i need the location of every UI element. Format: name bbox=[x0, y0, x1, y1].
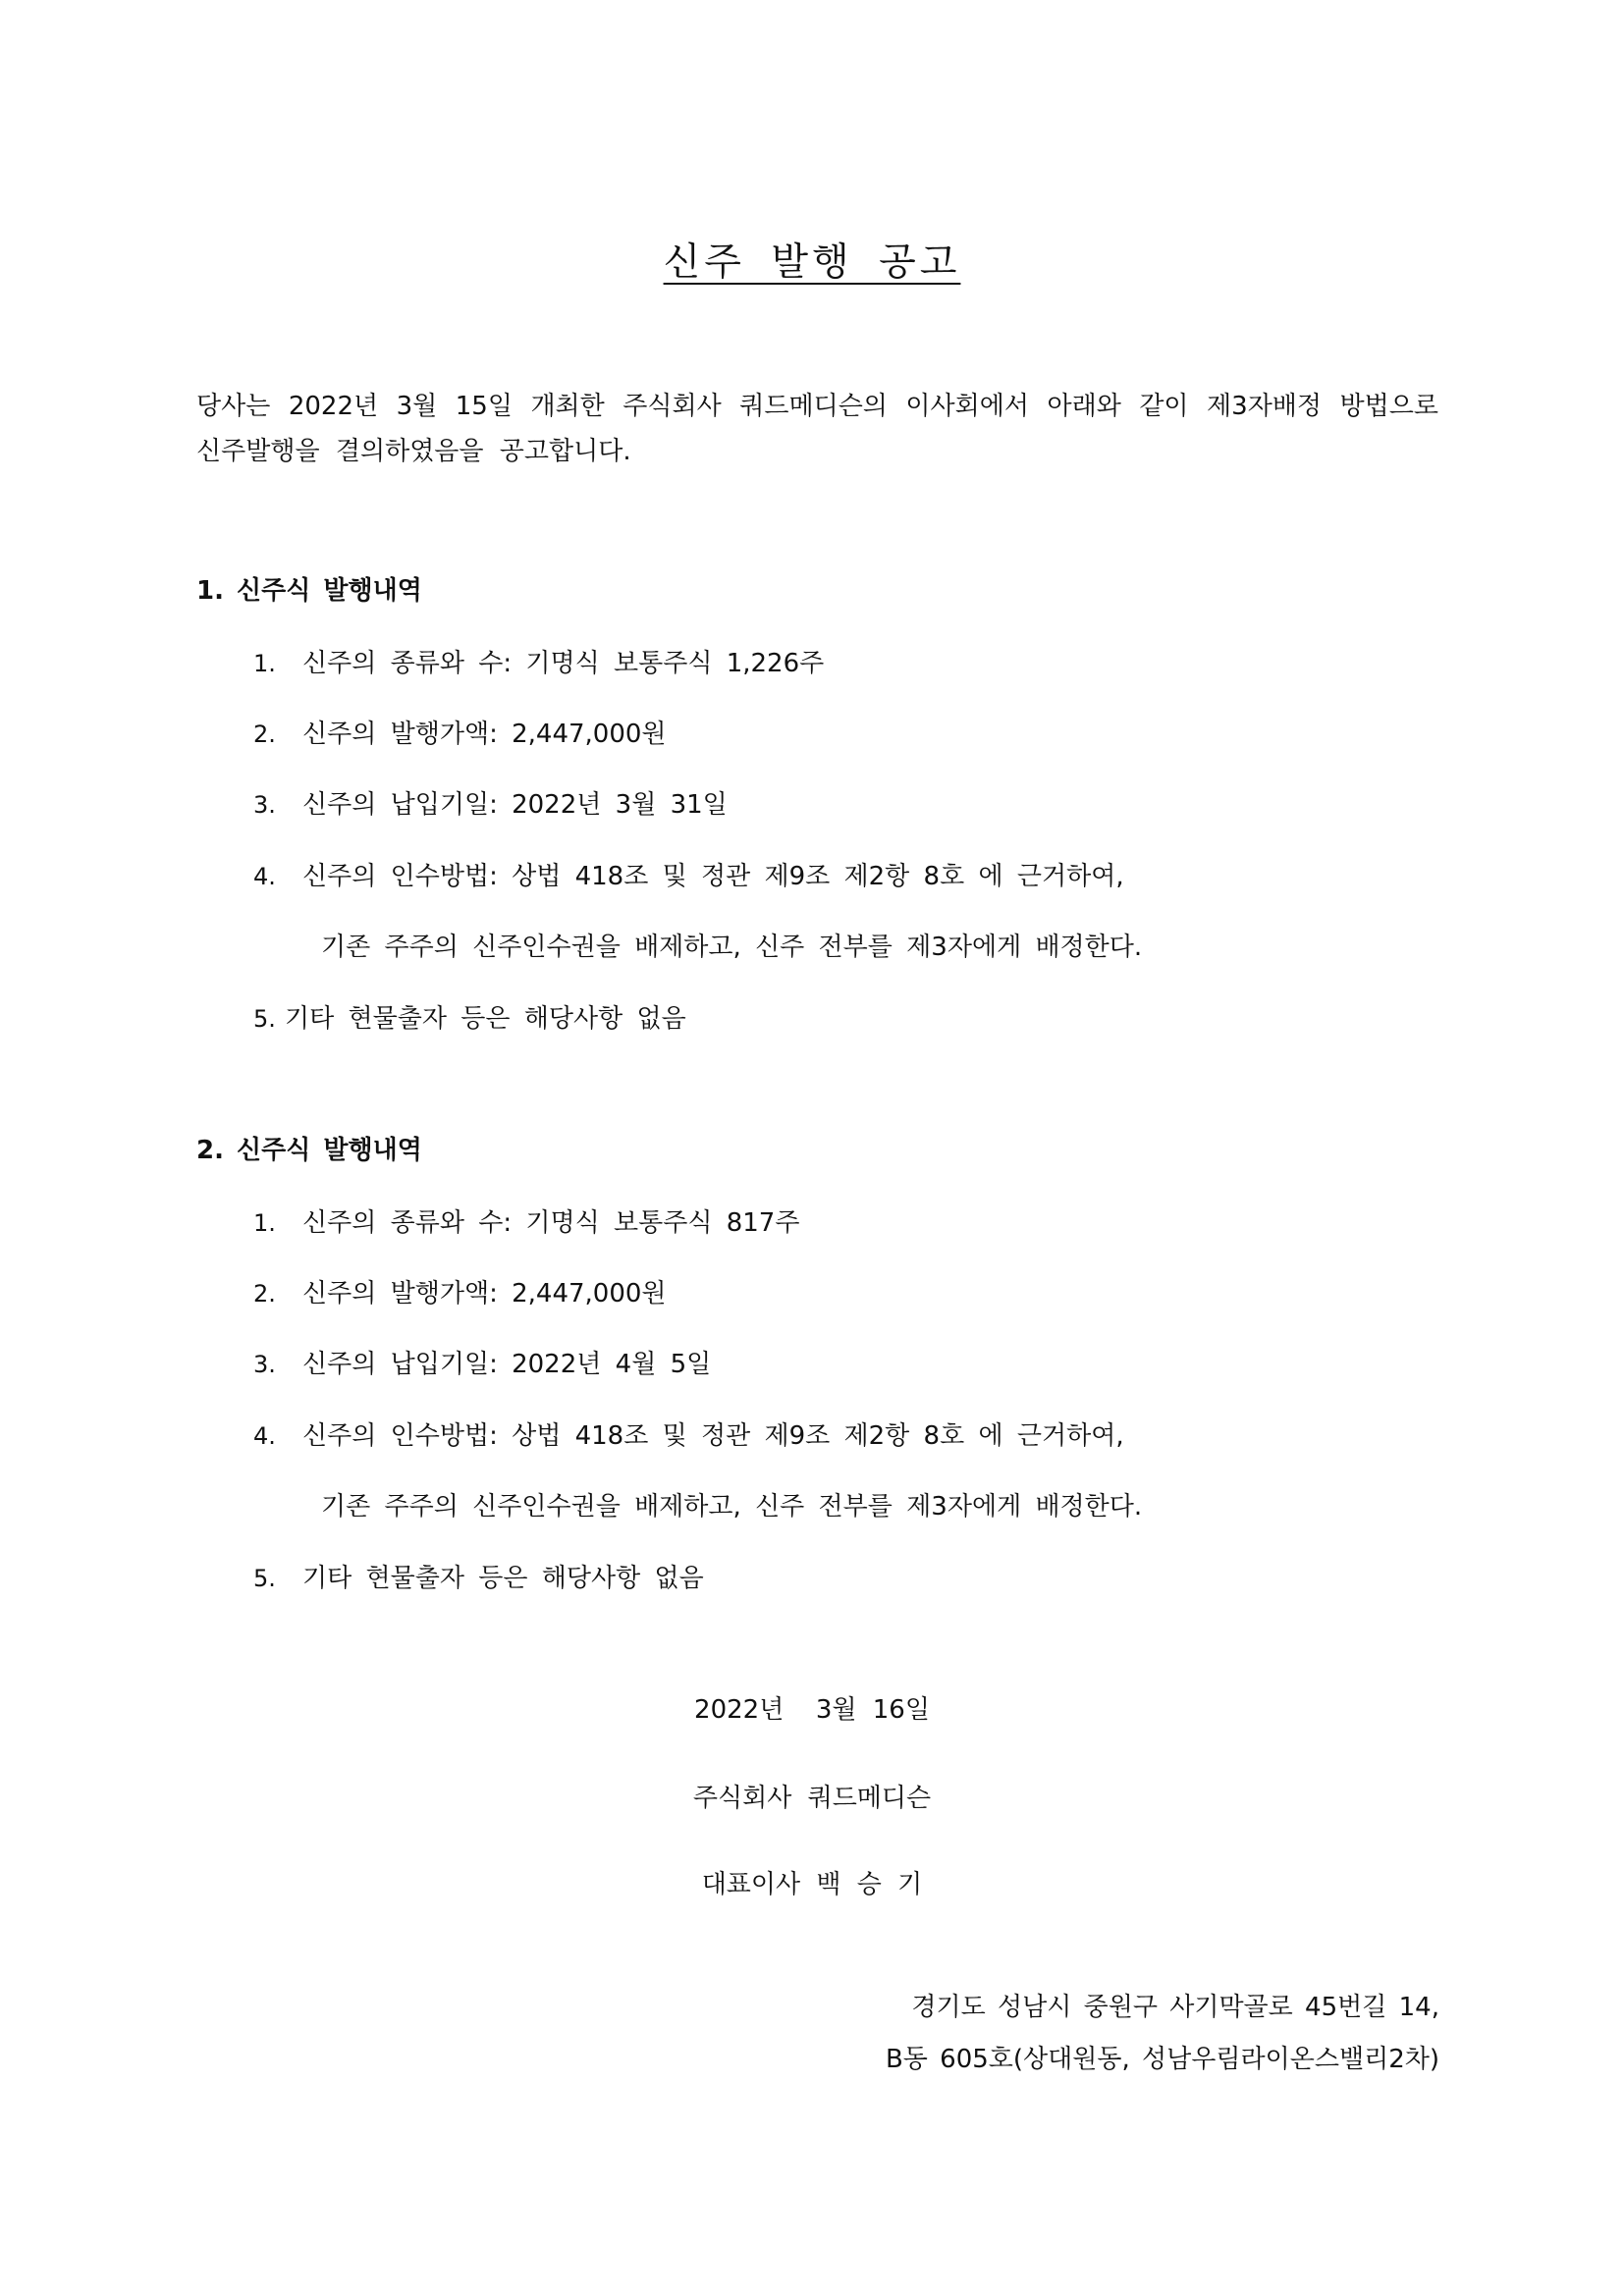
section-1-heading: 1. 신주식 발행내역 bbox=[196, 576, 422, 606]
item-number: 4. bbox=[253, 863, 276, 890]
item-text: 신주의 종류와 수: 기명식 보통주식 1,226주 bbox=[302, 649, 825, 678]
section-1-item-1 bbox=[253, 647, 824, 680]
item-text: 신주의 납입기일: 2022년 4월 5일 bbox=[302, 1350, 712, 1379]
item-text: 기타 현물출자 등은 해당사항 없음 bbox=[302, 1564, 704, 1593]
section-1-item-5 bbox=[253, 1002, 686, 1036]
section-1-item-2 bbox=[253, 718, 667, 751]
item-number: 5. bbox=[253, 1565, 276, 1592]
item-text: 기타 현물출자 등은 해당사항 없음 bbox=[285, 1004, 686, 1034]
notice-date: 2022년 3월 16일 bbox=[694, 1695, 930, 1725]
item-number: 3. bbox=[253, 791, 276, 819]
item-number: 5. bbox=[253, 1005, 276, 1033]
item-text: 신주의 인수방법: 상법 418조 및 정관 제9조 제2항 8호 에 근거하여, bbox=[302, 862, 1124, 891]
item-number: 2. bbox=[253, 1280, 276, 1308]
address-line-2: B동 605호(상대원동, 성남우림라이온스밸리2차) bbox=[885, 2045, 1439, 2074]
section-1-item-3 bbox=[253, 788, 728, 822]
section-2-item-4-continuation: 기존 주주의 신주인수권을 배제하고, 신주 전부를 제3자에게 배정한다. bbox=[321, 1492, 1143, 1522]
intro-paragraph: 당사는 2022년 3월 15일 개최한 주식회사 쿼드메디슨의 이사회에서 아래와 같이 제3자배정 방법으로 신주발행을 결의하였음을 공고합니다. bbox=[196, 392, 1438, 466]
item-number: 2. bbox=[253, 721, 276, 748]
section-2-item-2 bbox=[253, 1277, 667, 1310]
section-2-item-5 bbox=[253, 1562, 704, 1595]
section-2-heading: 2. 신주식 발행내역 bbox=[196, 1136, 422, 1165]
item-text: 신주의 납입기일: 2022년 3월 31일 bbox=[302, 790, 728, 820]
item-number: 3. bbox=[253, 1351, 276, 1378]
section-2-item-4 bbox=[253, 1419, 1124, 1453]
item-number: 1. bbox=[253, 650, 276, 677]
address-line-1: 경기도 성남시 중원구 사기막골로 45번길 14, bbox=[911, 1993, 1439, 2022]
company-name: 주식회사 쿼드메디슨 bbox=[692, 1784, 932, 1813]
document-title: 신주 발행 공고 bbox=[663, 240, 961, 285]
section-2-item-3 bbox=[253, 1348, 711, 1381]
representative-name: 대표이사 백 승 기 bbox=[701, 1870, 923, 1899]
item-number: 1. bbox=[253, 1209, 276, 1237]
item-text: 신주의 인수방법: 상법 418조 및 정관 제9조 제2항 8호 에 근거하여, bbox=[302, 1421, 1124, 1451]
section-2-item-1 bbox=[253, 1206, 799, 1240]
item-text: 신주의 발행가액: 2,447,000원 bbox=[302, 720, 667, 749]
item-text: 신주의 발행가액: 2,447,000원 bbox=[302, 1279, 667, 1308]
section-1-item-4 bbox=[253, 860, 1124, 893]
section-1-item-4-continuation: 기존 주주의 신주인수권을 배제하고, 신주 전부를 제3자에게 배정한다. bbox=[321, 933, 1143, 962]
item-text: 신주의 종류와 수: 기명식 보통주식 817주 bbox=[302, 1208, 800, 1238]
item-number: 4. bbox=[253, 1422, 276, 1450]
